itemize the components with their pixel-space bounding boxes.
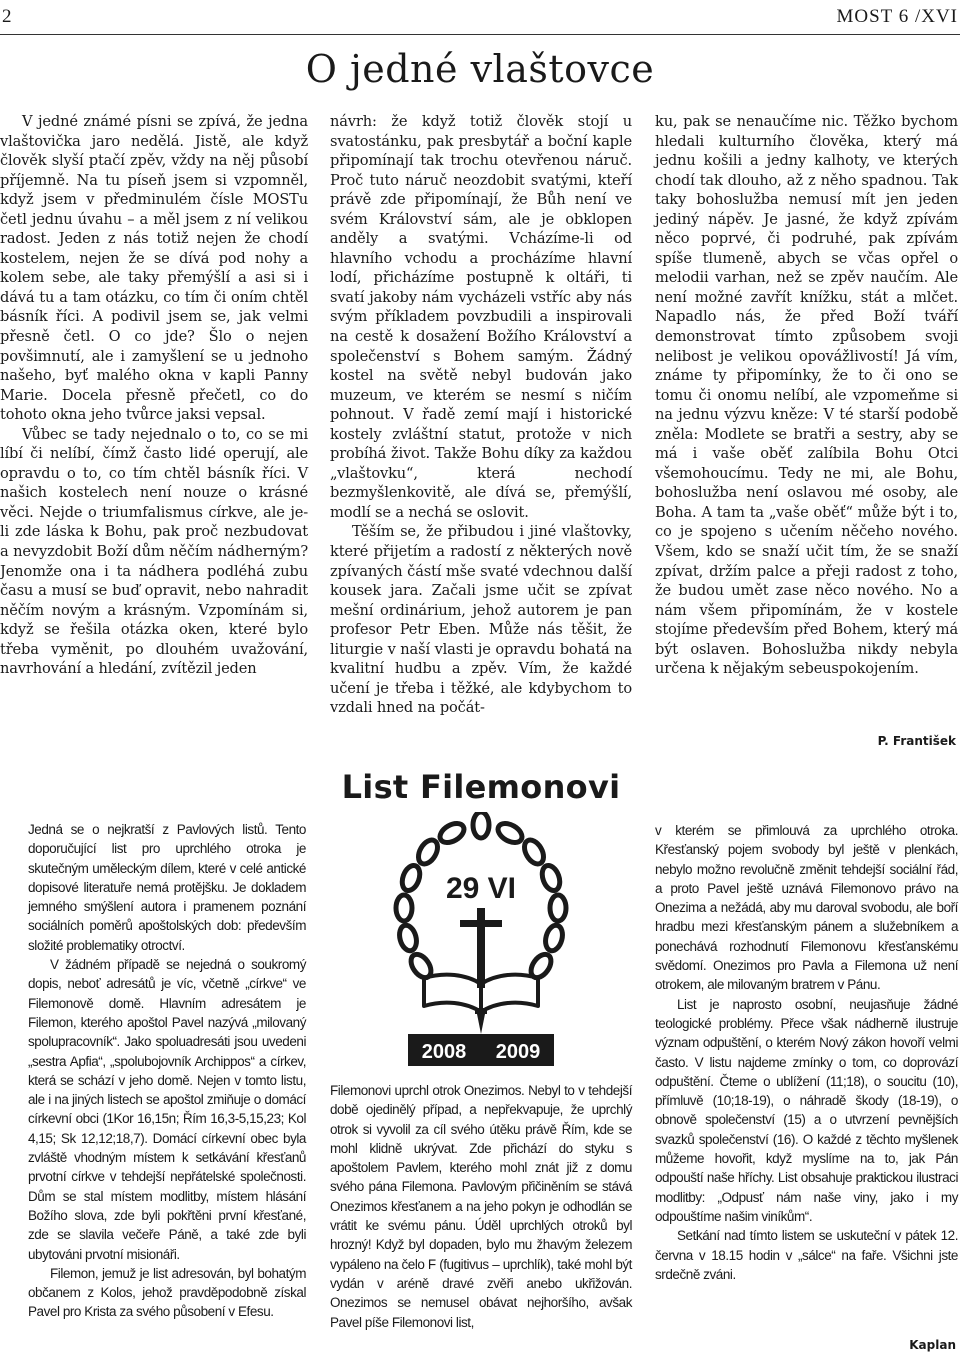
article1-signature: P. František	[877, 734, 956, 748]
article1-column-2	[330, 112, 632, 718]
header-rule	[0, 34, 960, 35]
paragraph: List je naprosto osobní, neujasňuje žádné teologické problémy. Přece však nádherně ilustruje význam odpuštění, o kterém Nový zákon hovoří velmi často. V listu najdeme zmínky o tom, co doprovází odpuštění. Čteme o ublížení (11;18), o soucitu (10), přímluvě (10;18-19), o náhradě škody (18-19), o obnově společenství (15) a o utvrzení pevnějších svazků společenství (16). O každé z těchto myšlenek můžeme hovořit, když myslíme na to, jak Pán odpouští naše hříchy. List obsahuje praktickou ilustraci modlitby: „Odpusť nám naše viny, jako i my odpouštíme našim viníkům“.	[655, 996, 958, 1224]
paragraph: v kterém se přimlouvá za uprchlého otroka. Křesťanský pojem svobody byl ještě v plenkách, nebylo možno revolučně změnit tehdejší sociální řád, a proto Pavel ještě uznává Filemonovo právo na Onezima a nežádá, aby mu daroval svobodu, ale boří hradbu mezi křesťanským pánem a služebníkem a ponechává rozhodnutí Filemonovu křesťanskému svědomí. Onezimos pro Pavla a Filemona už není otrokem, ale milovaným bratrem v Pánu.	[655, 823, 958, 993]
article-title-filemon: List Filemonovi	[341, 768, 621, 806]
paragraph: návrh: že když totiž člověk stojí u svatostánku, pak presbytář a boční kaple připomínají tak trochu otevřenou náruč. Proč tuto náruč neozdobit svatými, kteří právě zde připomínají, že Bůh není ve svém Království sám, ale je obklopen anděly a svatými. Vcházíme-li od hlavního vchodu a procházíme hlavní lodí, přicházíme postupně k oltáři, ti svatí jakoby nám vycházeli vstříc aby nás svým příkladem povzbudili a inspirovali na cestě k dosažení Božího Království a společenství s Bohem samým. Žádný kostel na světě nebyl budován jako muzeum, ve kterém se nesmí s ničím pohnout. V řadě zemí mají i historické kostely zvláštní statut, protože v nich probíhá život. Takže Bohu díky za každou „vlaštovku“, která nechodí bezmyšlenkovitě, ale dívá se, přemýšlí, modlí se a nechá se oslovit.	[330, 113, 632, 521]
article1-column-1	[0, 112, 308, 679]
article2-column-1	[28, 820, 306, 1322]
chain-book-emblem	[378, 812, 584, 1070]
page-header	[0, 0, 960, 34]
paragraph: Filemon, jemuž je list adresován, byl bohatým občanem z Kolos, jehož pravděpodobně získal Pavel pro Krista za svého působení v Efesu.	[28, 1265, 306, 1320]
emblem-year-left: 2008	[421, 1041, 467, 1063]
article-title-vlastovka: O jedné vlaštovce	[305, 47, 655, 91]
paragraph: Vůbec se tady nejednalo o to, co se mi líbí či nelíbí, čímž často lidé operují, ale opravdu o to, co tím chtěl básník říci. V našich kostelech není nouze o krásné věci. Nejde o triumfalismus církve, ale je-li zde láska k Bohu, pak proč nezbudovat a nevyzdobit Boží dům něčím nádherným? Jenomže ona i ta nádhera podléhá zubu času a musí se buď opravit, nebo nahradit něčím novým a krásným. Vzpomínám si, když se řešila otázka oken, které bylo třeba vyměnit, po dlouhém uvažování, navrhování a hledání, zvítězil jeden	[0, 425, 308, 678]
issue-label: MOST 6 /XVI	[836, 6, 958, 27]
emblem-year-right: 2009	[495, 1041, 541, 1063]
paragraph: V jedné známé písni se zpívá, že jedna vlaštovička jaro nedělá. Jistě, ale když člověk slyší ptačí zpěv, vždy na něj působí příjemně. Na tu píseň jsem si vzpomněl, když jsem v předminulém čísle MOSTu četl jednu úvahu – a měl jsem z ní velikou radost. Jeden z nás totiž nejen že chodí kostelem, nejen že se dívá pod nohy a kolem sebe, ale taky přemýšlí a asi si i dává tu a tam otázku, co tím či oním chtěl básník říci. A podivil jsem se, jak velmi přesně četl. O co jde? Šlo o nejen povšimnutí, ale i zamyšlení se u jednoho našeho, byť malého okna v kapli Panny Marie. Docela přesně přečetl, co do tohoto okna jeho tvůrce jaksi vepsal.	[0, 113, 308, 424]
paragraph: Setkání nad tímto listem se uskuteční v pátek 12. června v 18.15 hodin v „sálce“ na faře. Všichni jste srdečně zváni.	[655, 1228, 958, 1282]
sword-icon	[475, 1008, 487, 1034]
paragraph: Těším se, že přibudou i jiné vlaštovky, které přijetím a radostí z některých nově zpívaných částí mše svaté vdechnou další kousek jara. Začali jsme učit se zpívat mešní ordinárium, jehož autorem je pan profesor Petr Eben. Může nás těšit, že liturgie v naší vlasti je opravdu bohatá na kvalitní hudbu a zpěv. Vím, že každé učení je třeba i těžké, ale kdybychom to vzdali hned na počát-	[330, 523, 632, 717]
paragraph: Jedná se o nejkratší z Pavlových listů. Tento doporučující list pro uprchlého otroka je skutečným uměleckým dílem, které v celé antické dopisové literatuře nemá protějšku. Je dokladem jemného smýšlení autora i pramenem poznání sociálních poměrů apoštolských dob: především složité problematiky otroctví.	[28, 822, 306, 953]
article2-signature: Kaplan	[909, 1338, 956, 1352]
article2-column-2	[330, 1081, 632, 1332]
paragraph: Filemonovi uprchl otrok Onezimos. Nebyl to v tehdejší době ojedinělý případ, a nepřekvapuje, že uprchlý otrok si vyvolil za cíl svého útěku právě Řím, kde se mohl klidně ukrývat. Zde přichází do styku s apoštolem Pavlem, kterého mohl znát již z domu svého pána Filemona. Pavlovým přičiněním se stává Onezimos křesťanem a na jeho pokyn je odhodlán se vrátit ke svému pánu. Úděl uprchlých otroků byl hrozný! Když byl dopaden, bylo mu žhavým železem vypáleno na čelo F (fugitivus – uprchlík), také mohl být vydán v aréně dravé zvěři anebo ukřižován. Onezimos se nemusel obávat nejhoršího, avšak Pavel píše Filemonovi list,	[330, 1083, 632, 1330]
article2-column-3	[655, 821, 958, 1284]
page-number: 2	[2, 6, 12, 27]
paragraph: ku, pak se nenaučíme nic. Těžko bychom hledali kulturního člověka, který má jednu košili a jedny kalhoty, ve kterých chodí tak dlouho, až z něho spadnou. Tak taky bohoslužba nemusí mít jen jeden jediný nápěv. Je jasné, že když zpívám něco poprvé, či podruhé, pak zpívám spíše tlumeně, abych se včas opřel o melodii varhan, než se zpěv naučím. Ale není možné zavřít knížku, stát a mlčet. Napadlo nás, že před Boží tváří demonstrovat tímto způsobem svoji nelibost je velikou opovážlivostí! Já vím, známe ty připomínky, že to či ono se tomu či onomu nelíbí, ale vzpomeňme si na jednu výzvu kněze: V té starší podobě zněla: Modlete se bratři a sestry, aby se má i vaše oběť zalíbila Bohu Otci všemohoucímu. Tedy ne mi, ale Bohu, bohoslužba není oslavou mé osoby, ale Boha. A tam ta „vaše oběť“ může být i to, co je spojeno s učením něčeho nového. Všem, kdo se snaží učit tím, že se snaží zpívat, držím palce a přeji radost z toho, že budou umět zase něco nového. No a nám všem připomínám, že v kostele stojíme především před Bohem, který má být oslaven. Bohoslužba nikdy nebyla určena k nějakým sebeuspokojením.	[655, 113, 958, 678]
paragraph: V žádném případě se nejedná o soukromý dopis, neboť adresátů je víc, včetně „církve“ ve Filemonově domě. Hlavním adresátem je Filemon, kterého apoštol Pavel nazývá „milovaný spolupracovník“. Jako spoluadresáti jsou uvedeni „sestra Apfia“, „spolubojovník Archippos“ a církev, která se schází v jeho domě. Nejen v tomto listu, ale i na jiných listech se apoštol zmiňuje o domácí církevní obci (1Kor 16,15n; Řím 16,3-5,15,23; Kol 4,15; Sk 12,12;18,7). Domácí církevní obec byla zvláště vhodným místem k setkávání křesťanů prvotní církve v tehdejší nepřátelské společnosti. Dům se stal místem modlitby, místem hlásání Božího slova, zde byli pokřtěni první křesťané, zde se slavila večeře Páně, a také zde byli ubytováni prvotní misionáři.	[28, 957, 306, 1262]
emblem-date: 29 VI	[445, 872, 517, 905]
article1-column-3	[655, 112, 958, 679]
